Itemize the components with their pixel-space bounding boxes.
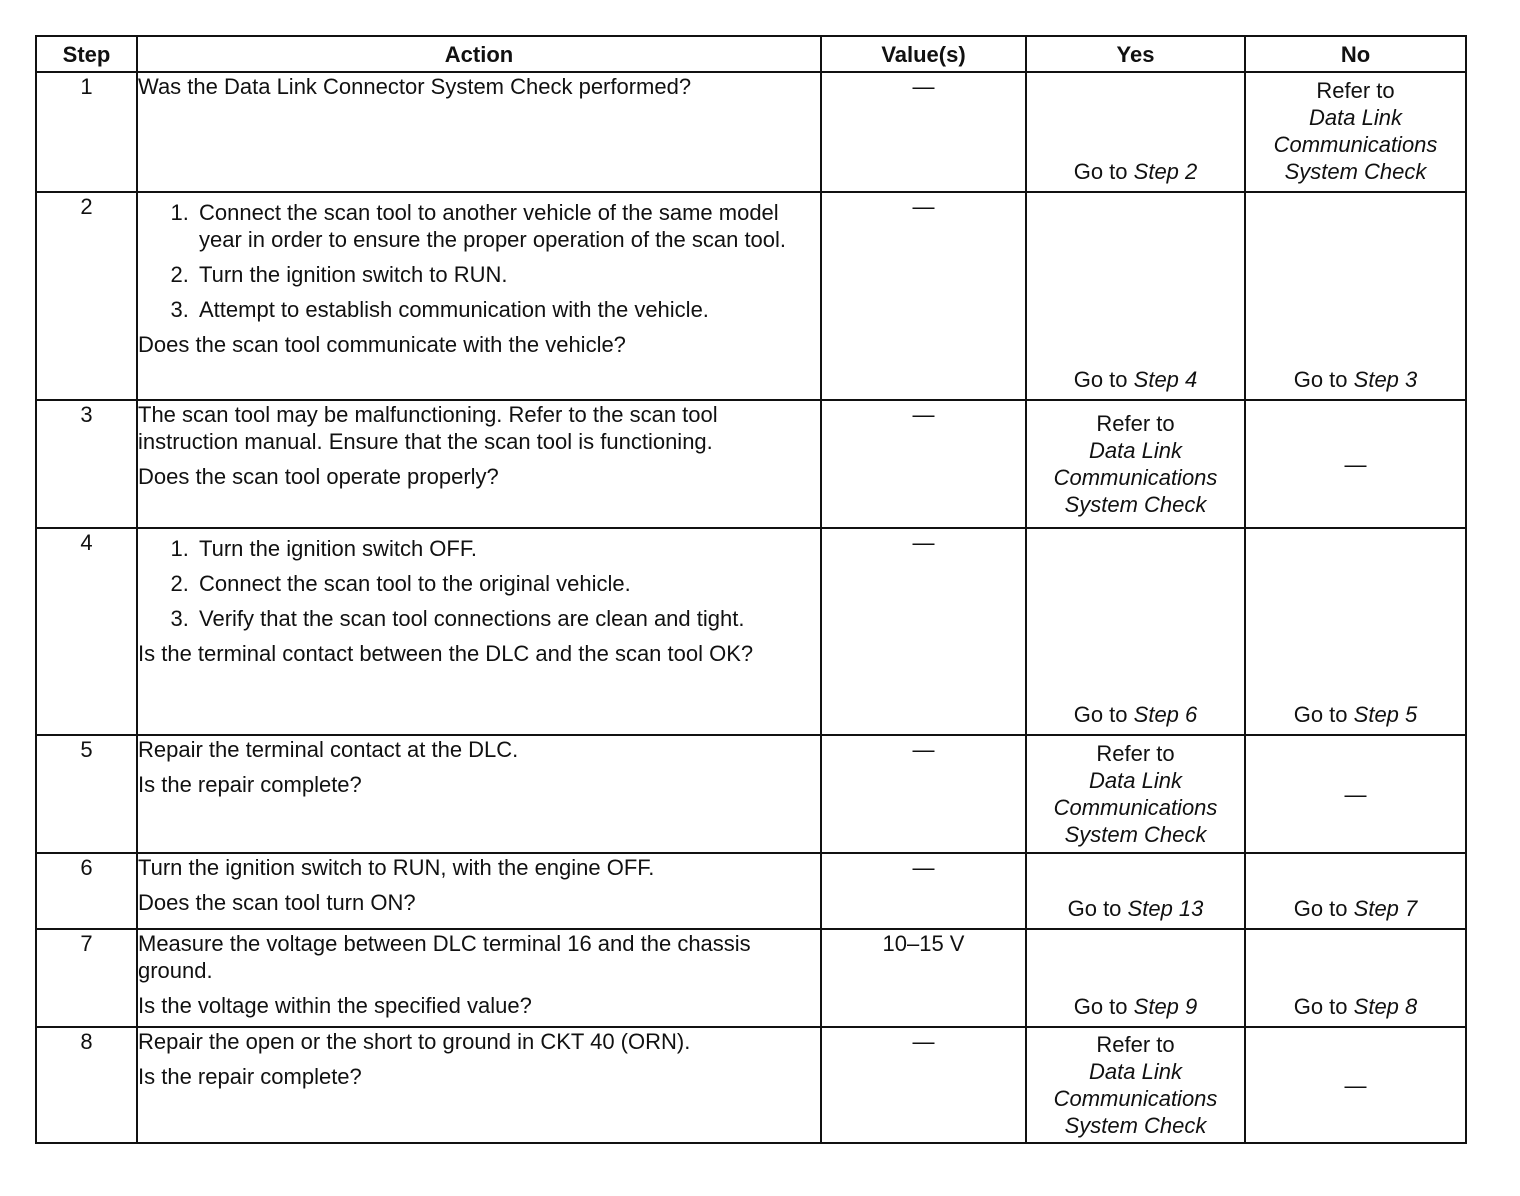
goto-label: Go to bbox=[1293, 367, 1348, 392]
goto-label: Go to bbox=[1293, 994, 1348, 1019]
header-no: No bbox=[1245, 36, 1466, 72]
action-item: 1. Connect the scan tool to another vehicle of the same model year in order to ensure the proper operation of the scan tool. bbox=[195, 199, 820, 253]
refer-to-label: Refer to bbox=[1096, 411, 1175, 436]
yes-cell bbox=[1026, 1027, 1245, 1143]
action-text: Turn the ignition switch to RUN, with the engine OFF. bbox=[138, 855, 655, 880]
action-cell bbox=[137, 735, 821, 853]
dlc-ref-line2: Communications bbox=[1053, 1086, 1218, 1111]
action-question: Is the repair complete? bbox=[138, 1064, 362, 1089]
action-item: 3. Attempt to establish communication with the vehicle. bbox=[195, 296, 820, 323]
yes-goto bbox=[1074, 367, 1198, 392]
no-cell bbox=[1245, 192, 1466, 400]
goto-step: Step 13 bbox=[1127, 896, 1204, 921]
no-cell bbox=[1245, 929, 1466, 1027]
goto-step: Step 2 bbox=[1133, 159, 1198, 184]
action-item: 1. Turn the ignition switch OFF. bbox=[195, 535, 820, 562]
header-row bbox=[36, 36, 1466, 72]
step-number: 2 bbox=[36, 192, 137, 400]
refer-to-label: Refer to bbox=[1316, 78, 1395, 103]
action-text: The scan tool may be malfunctioning. Refer to the scan tool instruction manual. Ensure that the scan tool is functioning. bbox=[138, 402, 718, 454]
action-question: Is the voltage within the specified value? bbox=[138, 993, 532, 1018]
table-row-step-1 bbox=[36, 72, 1466, 192]
goto-step: Step 8 bbox=[1353, 994, 1418, 1019]
dlc-ref-line2: Communications bbox=[1053, 795, 1218, 820]
yes-cell bbox=[1026, 853, 1245, 929]
dlc-ref-line3: System Check bbox=[1064, 822, 1207, 847]
action-question: Does the scan tool operate properly? bbox=[138, 464, 499, 489]
action-cell bbox=[137, 853, 821, 929]
yes-goto bbox=[1074, 994, 1198, 1019]
no-cell bbox=[1245, 72, 1466, 192]
action-text: Was the Data Link Connector System Check performed? bbox=[138, 74, 692, 99]
dlc-ref-line3: System Check bbox=[1064, 492, 1207, 517]
step-number: 7 bbox=[36, 929, 137, 1027]
action-cell bbox=[137, 400, 821, 528]
step-number: 4 bbox=[36, 528, 137, 735]
dlc-ref-line1: Data Link bbox=[1089, 1059, 1182, 1084]
dlc-ref-line3: System Check bbox=[1284, 159, 1427, 184]
yes-cell bbox=[1026, 72, 1245, 192]
step-number: 5 bbox=[36, 735, 137, 853]
dlc-ref-line2: Communications bbox=[1053, 465, 1218, 490]
value-cell: — bbox=[821, 735, 1026, 853]
dlc-ref-line1: Data Link bbox=[1309, 105, 1402, 130]
table-row-step-4 bbox=[36, 528, 1466, 735]
step-number: 8 bbox=[36, 1027, 137, 1143]
yes-goto bbox=[1074, 159, 1198, 184]
action-question: Does the scan tool turn ON? bbox=[138, 890, 416, 915]
table-row-step-6 bbox=[36, 853, 1466, 929]
action-item: 2. Turn the ignition switch to RUN. bbox=[195, 261, 820, 288]
action-cell bbox=[137, 192, 821, 400]
goto-label: Go to bbox=[1293, 896, 1348, 921]
value-cell: — bbox=[821, 192, 1026, 400]
action-question: Is the terminal contact between the DLC and the scan tool OK? bbox=[138, 641, 754, 666]
goto-step: Step 7 bbox=[1353, 896, 1418, 921]
table-row-step-3 bbox=[36, 400, 1466, 528]
header-step: Step bbox=[36, 36, 137, 72]
dlc-ref-line3: System Check bbox=[1064, 1113, 1207, 1138]
dlc-ref-line1: Data Link bbox=[1089, 438, 1182, 463]
yes-cell bbox=[1026, 528, 1245, 735]
header-yes: Yes bbox=[1026, 36, 1245, 72]
no-cell bbox=[1245, 528, 1466, 735]
step-number: 3 bbox=[36, 400, 137, 528]
action-cell bbox=[137, 929, 821, 1027]
goto-label: Go to bbox=[1067, 896, 1122, 921]
action-item: 3. Verify that the scan tool connections are clean and tight. bbox=[195, 605, 820, 632]
goto-step: Step 4 bbox=[1133, 367, 1198, 392]
no-goto bbox=[1294, 994, 1418, 1019]
yes-cell bbox=[1026, 400, 1245, 528]
action-cell bbox=[137, 72, 821, 192]
no-cell: — bbox=[1245, 735, 1466, 853]
value-cell: — bbox=[821, 400, 1026, 528]
yes-goto bbox=[1068, 896, 1204, 921]
yes-cell bbox=[1026, 735, 1245, 853]
action-text: Measure the voltage between DLC terminal 16 and the chassis ground. bbox=[138, 931, 751, 983]
goto-label: Go to bbox=[1073, 159, 1128, 184]
table-row-step-5 bbox=[36, 735, 1466, 853]
header-values: Value(s) bbox=[821, 36, 1026, 72]
refer-to-label: Refer to bbox=[1096, 741, 1175, 766]
header-action: Action bbox=[137, 36, 821, 72]
no-cell bbox=[1245, 853, 1466, 929]
value-cell: — bbox=[821, 1027, 1026, 1143]
refer-to-label: Refer to bbox=[1096, 1032, 1175, 1057]
value-cell: — bbox=[821, 528, 1026, 735]
action-text: Repair the open or the short to ground in CKT 40 (ORN). bbox=[138, 1029, 691, 1054]
goto-label: Go to bbox=[1073, 702, 1128, 727]
no-cell: — bbox=[1245, 1027, 1466, 1143]
goto-step: Step 5 bbox=[1353, 702, 1418, 727]
value-cell: — bbox=[821, 72, 1026, 192]
action-list bbox=[138, 199, 820, 323]
action-item: 2. Connect the scan tool to the original vehicle. bbox=[195, 570, 820, 597]
action-text: Repair the terminal contact at the DLC. bbox=[138, 737, 519, 762]
goto-step: Step 6 bbox=[1133, 702, 1198, 727]
table-row-step-8 bbox=[36, 1027, 1466, 1143]
no-goto bbox=[1294, 702, 1418, 727]
value-cell: 10–15 V bbox=[821, 929, 1026, 1027]
yes-cell bbox=[1026, 929, 1245, 1027]
goto-step: Step 3 bbox=[1353, 367, 1418, 392]
action-question: Is the repair complete? bbox=[138, 772, 362, 797]
goto-label: Go to bbox=[1073, 367, 1128, 392]
dlc-ref-line2: Communications bbox=[1273, 132, 1438, 157]
dlc-ref-line1: Data Link bbox=[1089, 768, 1182, 793]
table-row-step-2 bbox=[36, 192, 1466, 400]
goto-step: Step 9 bbox=[1133, 994, 1198, 1019]
no-goto bbox=[1294, 896, 1418, 921]
yes-goto bbox=[1074, 702, 1198, 727]
action-list bbox=[138, 535, 820, 632]
action-cell bbox=[137, 528, 821, 735]
table-row-step-7 bbox=[36, 929, 1466, 1027]
diagnostic-table bbox=[35, 35, 1467, 1144]
step-number: 6 bbox=[36, 853, 137, 929]
action-cell bbox=[137, 1027, 821, 1143]
no-goto bbox=[1294, 367, 1418, 392]
goto-label: Go to bbox=[1293, 702, 1348, 727]
no-cell: — bbox=[1245, 400, 1466, 528]
value-cell: — bbox=[821, 853, 1026, 929]
yes-cell bbox=[1026, 192, 1245, 400]
action-question: Does the scan tool communicate with the vehicle? bbox=[138, 332, 626, 357]
goto-label: Go to bbox=[1073, 994, 1128, 1019]
step-number: 1 bbox=[36, 72, 137, 192]
